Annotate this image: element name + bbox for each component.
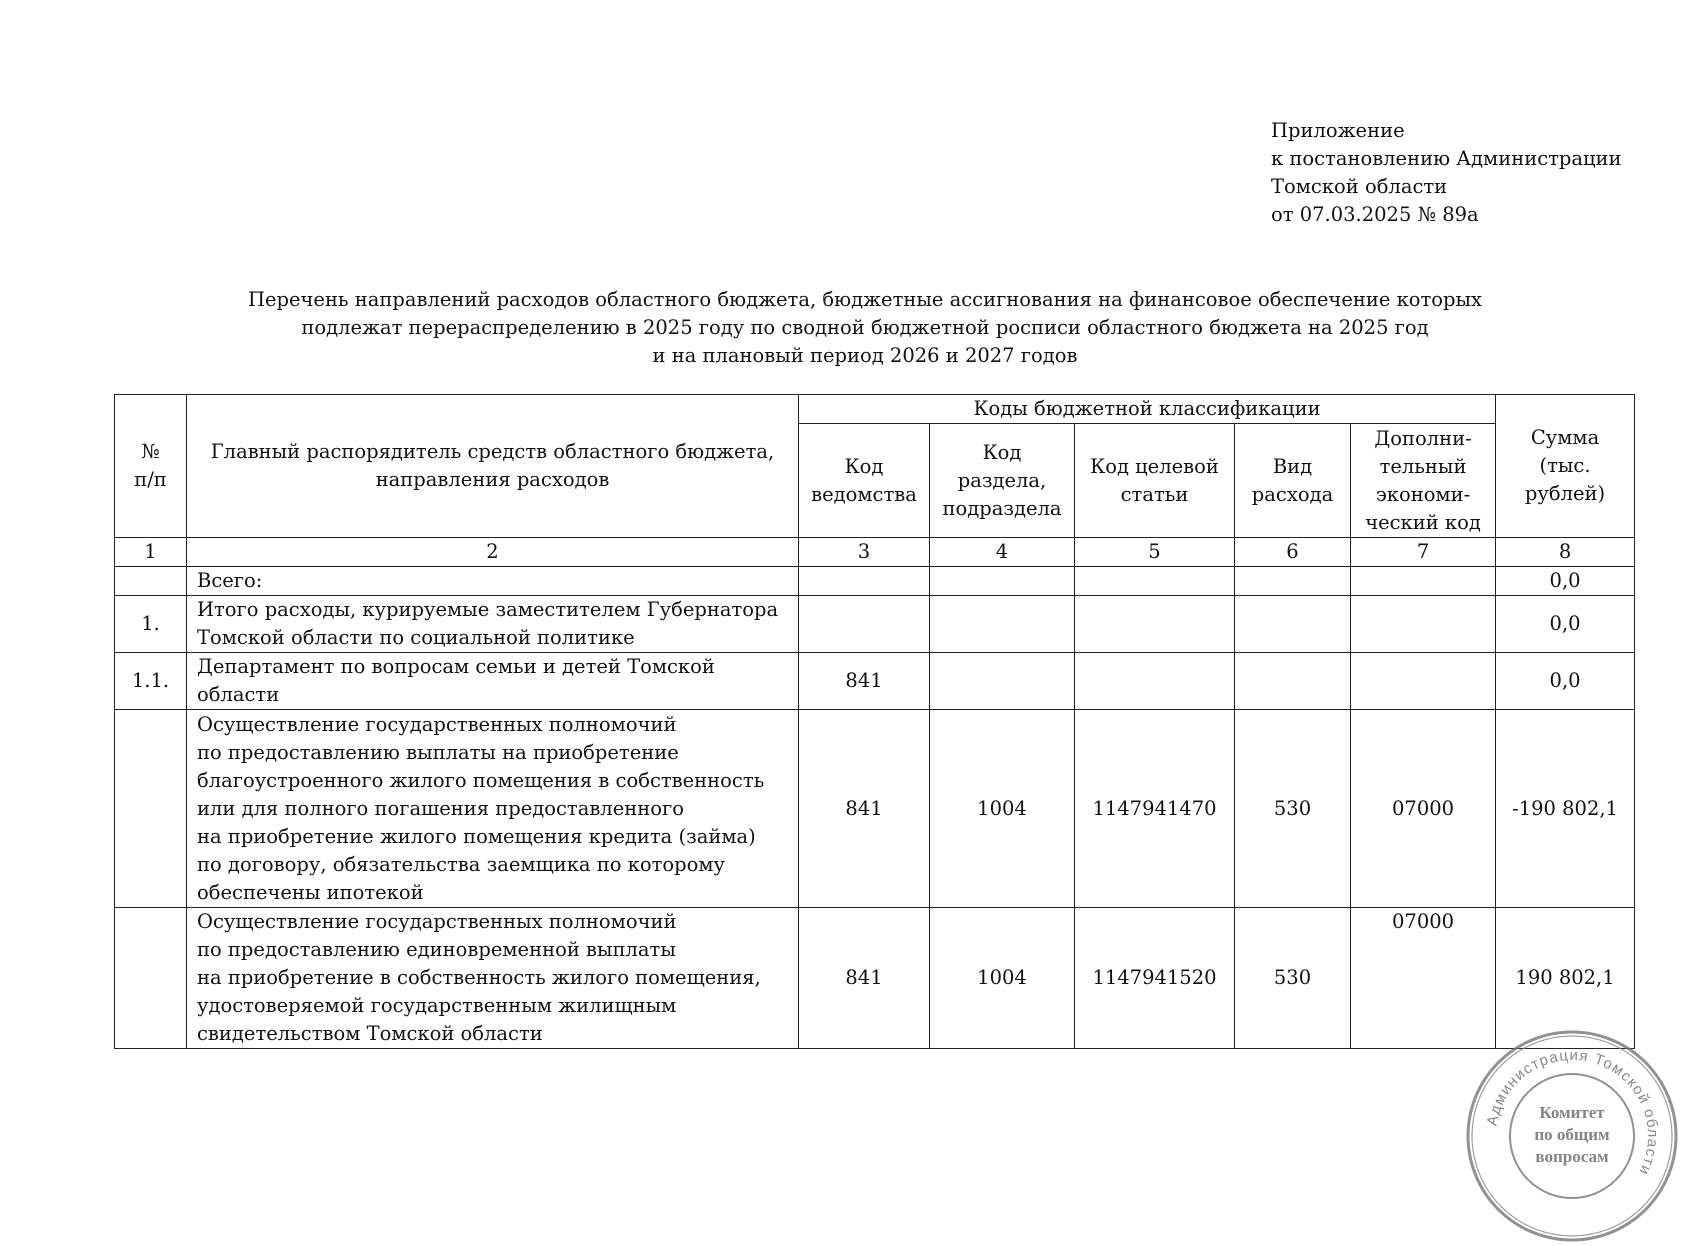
column-number: 2: [187, 538, 799, 567]
column-number: 3: [799, 538, 930, 567]
column-number: 1: [115, 538, 187, 567]
row-target-code: [1075, 596, 1235, 653]
appendix-line: к постановлению Администрации: [1271, 147, 1622, 170]
header-section-code: Код раздела, подраздела: [930, 424, 1075, 538]
row-expense-type: 530: [1235, 710, 1351, 908]
stamp-center-line: по общим: [1534, 1125, 1610, 1144]
title-line: и на плановый период 2026 и 2027 годов: [652, 344, 1078, 367]
row-name: Итого расходы, курируемые заместителем Губернатора Томской области по социальной политике: [187, 596, 799, 653]
appendix-line: Приложение: [1271, 119, 1405, 142]
row-target-code: 1147941470: [1075, 710, 1235, 908]
row-econ-code: [1351, 653, 1496, 710]
table-row: [115, 596, 1635, 653]
row-expense-type: [1235, 567, 1351, 596]
stamp-ring-text: Администрация Томской области: [1483, 1046, 1662, 1179]
row-section-code: 1004: [930, 908, 1075, 1049]
row-num: 1.: [115, 596, 187, 653]
row-num: 1.1.: [115, 653, 187, 710]
column-number: 6: [1235, 538, 1351, 567]
column-number-row: [115, 538, 1635, 567]
row-section-code: [930, 567, 1075, 596]
row-name: Осуществление государственных полномочий по предоставлению единовременной выплаты на приобретение в собственность жилого помещения, удостоверяемой государственным жилищным свидетельством Томской области: [187, 908, 799, 1049]
row-sum: 0,0: [1496, 653, 1635, 710]
column-number: 7: [1351, 538, 1496, 567]
title-line: Перечень направлений расходов областного бюджета, бюджетные ассигнования на финансовое обеспечение которых: [247, 288, 1483, 311]
row-econ-code: [1351, 596, 1496, 653]
row-name: Всего:: [187, 567, 799, 596]
row-econ-code: 07000: [1351, 710, 1496, 908]
row-sum: 0,0: [1496, 596, 1635, 653]
table-row: [115, 908, 1635, 1049]
stamp-center-line: Комитет: [1539, 1103, 1605, 1122]
row-dept-code: 841: [799, 908, 930, 1049]
table-row: [115, 653, 1635, 710]
appendix-line: Томской области: [1271, 175, 1448, 198]
appendix-date-number: от 07.03.2025 № 89а: [1271, 203, 1479, 226]
row-num: [115, 567, 187, 596]
appendix-block: [1271, 117, 1622, 229]
row-sum: 0,0: [1496, 567, 1635, 596]
column-number: 4: [930, 538, 1075, 567]
official-stamp: [1462, 1026, 1682, 1246]
row-dept-code: 841: [799, 710, 930, 908]
row-dept-code: [799, 596, 930, 653]
row-expense-type: [1235, 653, 1351, 710]
row-expense-type: [1235, 596, 1351, 653]
row-section-code: 1004: [930, 710, 1075, 908]
header-target-code: Код целевой статьи: [1075, 424, 1235, 538]
header-dept-code: Код ведомства: [799, 424, 930, 538]
column-number: 8: [1496, 538, 1635, 567]
table-row: [115, 567, 1635, 596]
row-econ-code: [1351, 567, 1496, 596]
row-expense-type: 530: [1235, 908, 1351, 1049]
document-title: [200, 286, 1530, 370]
header-sum: Сумма (тыс. рублей): [1496, 395, 1635, 538]
header-name: Главный распорядитель средств областного бюджета, направления расходов: [187, 395, 799, 538]
header-expense-type: Вид расхода: [1235, 424, 1351, 538]
row-section-code: [930, 596, 1075, 653]
row-sum: 190 802,1: [1496, 908, 1635, 1049]
row-num: [115, 710, 187, 908]
row-dept-code: 841: [799, 653, 930, 710]
header-econ-code: Дополни- тельный экономи- ческий код: [1351, 424, 1496, 538]
row-target-code: 1147941520: [1075, 908, 1235, 1049]
budget-table: [114, 394, 1635, 1049]
row-name: Департамент по вопросам семьи и детей Томской области: [187, 653, 799, 710]
row-dept-code: [799, 567, 930, 596]
row-num: [115, 908, 187, 1049]
stamp-center-line: вопросам: [1535, 1147, 1609, 1166]
header-num: № п/п: [115, 395, 187, 538]
row-target-code: [1075, 653, 1235, 710]
row-sum: -190 802,1: [1496, 710, 1635, 908]
row-section-code: [930, 653, 1075, 710]
table-row: [115, 710, 1635, 908]
header-codes-group: Коды бюджетной классификации: [799, 395, 1496, 424]
row-name: Осуществление государственных полномочий по предоставлению выплаты на приобретение благоустроенного жилого помещения в собственность или для полного погашения предоставленного на приобретение жилого помещения кредита (займа) по договору, обязательства заемщика по которому обеспечены ипотекой: [187, 710, 799, 908]
row-target-code: [1075, 567, 1235, 596]
row-econ-code: 07000: [1351, 908, 1496, 1049]
column-number: 5: [1075, 538, 1235, 567]
title-line: подлежат перераспределению в 2025 году по сводной бюджетной росписи областного бюджета на 2025 год: [301, 316, 1429, 339]
